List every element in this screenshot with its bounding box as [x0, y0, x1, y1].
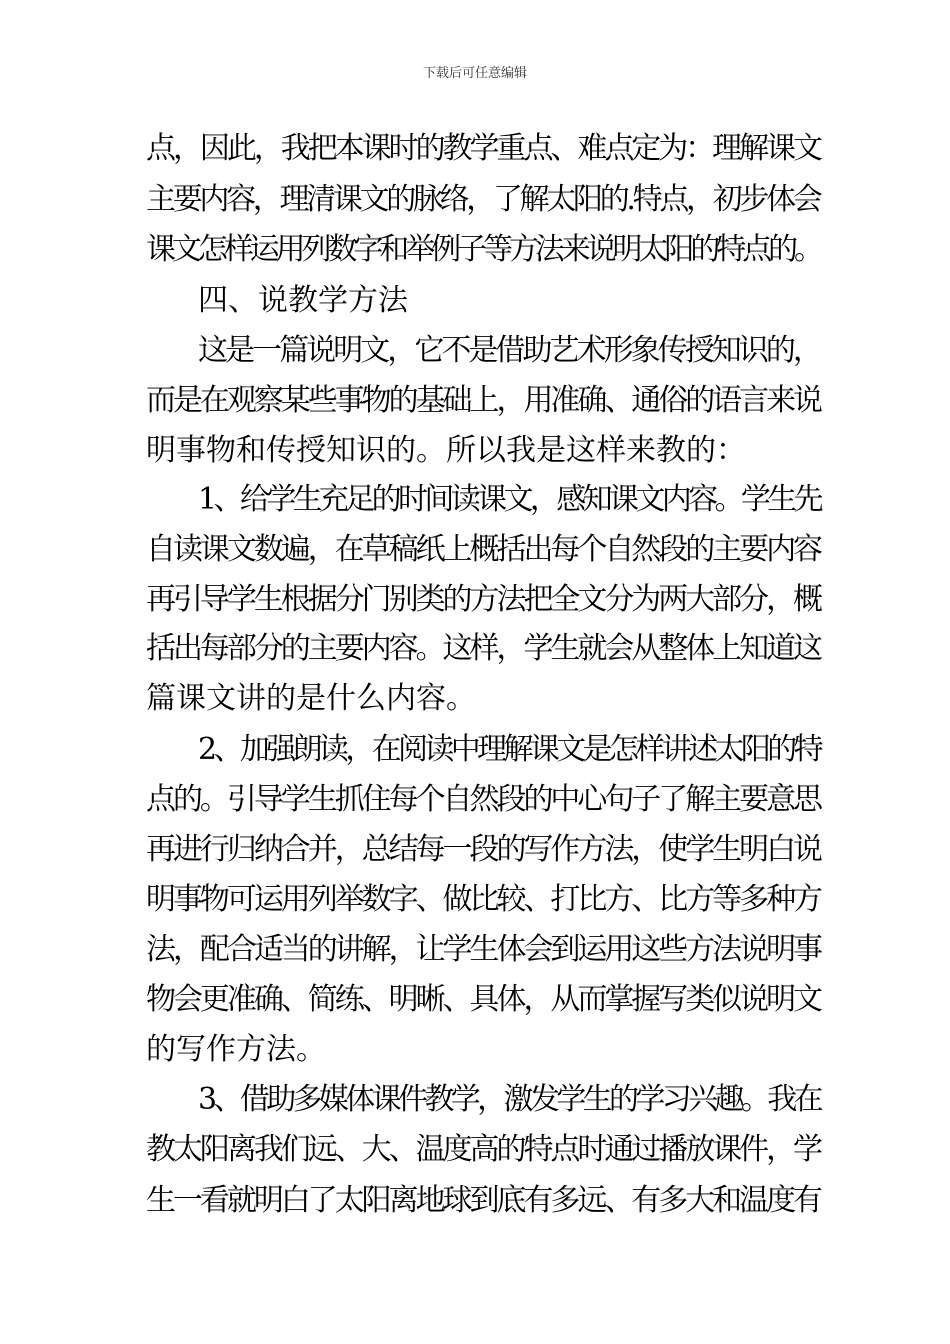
page-header: 下载后可任意编辑: [422, 66, 527, 81]
body-line: 法，配合适当的讲解，让学生体会到运用这些方法说明事: [146, 932, 820, 967]
body-line: 括出每部分的主要内容。这样，学生就会从整体上知道这: [146, 631, 820, 666]
body-line: 物会更准确、简练、明晰、具体，从而掌握写类似说明文: [146, 982, 820, 1017]
body-line: 3、借助多媒体课件教学，激发学生的学习兴趣。我在: [198, 1082, 820, 1117]
body-line: 这是一篇说明文，它不是借助艺术形象传授知识的，: [198, 333, 820, 368]
body-line: 点的。引导学生抓住每个自然段的中心句子了解主要意思: [146, 782, 820, 817]
body-line: 明事物和传授知识的。所以我是这样来教的：: [146, 433, 746, 468]
section-heading: 四、说教学方法: [198, 283, 408, 318]
body-line: 篇课文讲的是什么内容。: [146, 681, 476, 716]
body-line: 而是在观察某些事物的基础上，用准确、通俗的语言来说: [146, 383, 820, 418]
body-line: 课文怎样运用列数字和举例子等方法来说明太阳的特点的。: [146, 232, 820, 267]
body-line: 2、加强朗读，在阅读中理解课文是怎样讲述太阳的特: [198, 732, 820, 767]
body-line: 自读课文数遍，在草稿纸上概括出每个自然段的主要内容: [146, 532, 820, 567]
body-line: 再引导学生根据分门别类的方法把全文分为两大部分，概: [146, 582, 820, 617]
body-line: 生一看就明白了太阳离地球到底有多远、有多大和温度有: [146, 1183, 820, 1218]
body-line: 明事物可运用列举数字、做比较、打比方、比方等多种方: [146, 882, 820, 917]
body-line: 主要内容，理清课文的脉络，了解太阳的.特点，初步体会: [146, 182, 820, 217]
body-line: 1、给学生充足的时间读课文，感知课文内容。学生先: [198, 482, 820, 517]
body-line: 点，因此，我把本课时的教学重点、难点定为：理解课文: [146, 131, 820, 166]
body-line: 教太阳离我们远、大、温度高的特点时通过播放课件，学: [146, 1132, 820, 1167]
body-line: 再进行归纳合并，总结每一段的写作方法，使学生明白说: [146, 832, 820, 867]
body-line: 的写作方法。: [146, 1032, 326, 1067]
